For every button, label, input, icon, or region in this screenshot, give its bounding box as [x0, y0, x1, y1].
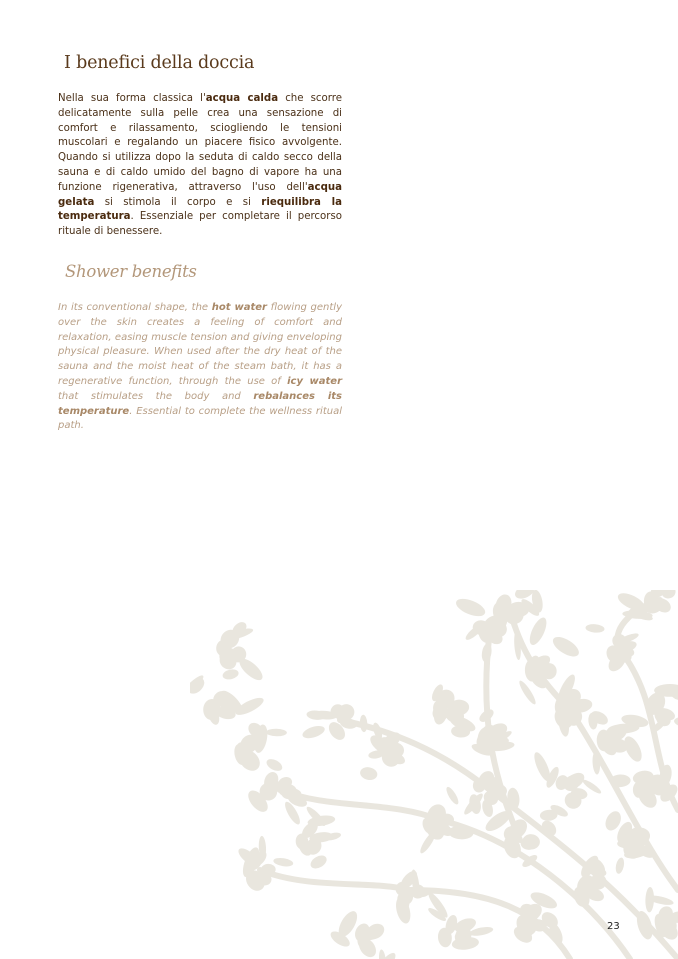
emphasis-text: acqua calda — [205, 93, 279, 104]
italian-title: I benefici della doccia — [64, 53, 255, 73]
page-number: 23 — [607, 921, 620, 932]
flowering-branch-silhouette-icon — [190, 590, 678, 959]
emphasis-text: riequilibra la temperatura — [58, 196, 342, 223]
emphasis-text: icy water — [287, 375, 343, 387]
emphasis-text: acqua gelata — [58, 181, 342, 208]
italian-body: Nella sua forma classica l'acqua calda che scorre delicatamente sulla pelle crea una sensazione di comfort e rilassamento, sciogliendo le tensioni muscolari e regalando un piacere fisico avvolgente. Quando si utilizza dopo la seduta di caldo secco della sauna e di caldo umido del bagno di vapore ha una funzione rigenerativa, attraverso l'uso dell'acqua gelata si stimola il corpo e si riequilibra la temperatura. Essenziale per completare il percorso rituale di benessere. — [58, 93, 342, 238]
emphasis-text: hot water — [211, 302, 267, 313]
english-title: Shower benefits — [65, 262, 197, 281]
english-body: In its conventional shape, the hot water flowing gently over the skin creates a feeling of comfort and relaxation, easing muscle tension and giving enveloping physical pleasure. When used after the dry heat of the sauna and the moist heat of the steam bath, it has a regenerative function, through the use of icy water that stimulates the body and rebalances its temperature. Essential to complete the wellness ritual path. — [58, 302, 343, 432]
emphasis-text: rebalances its temperature — [58, 390, 342, 417]
